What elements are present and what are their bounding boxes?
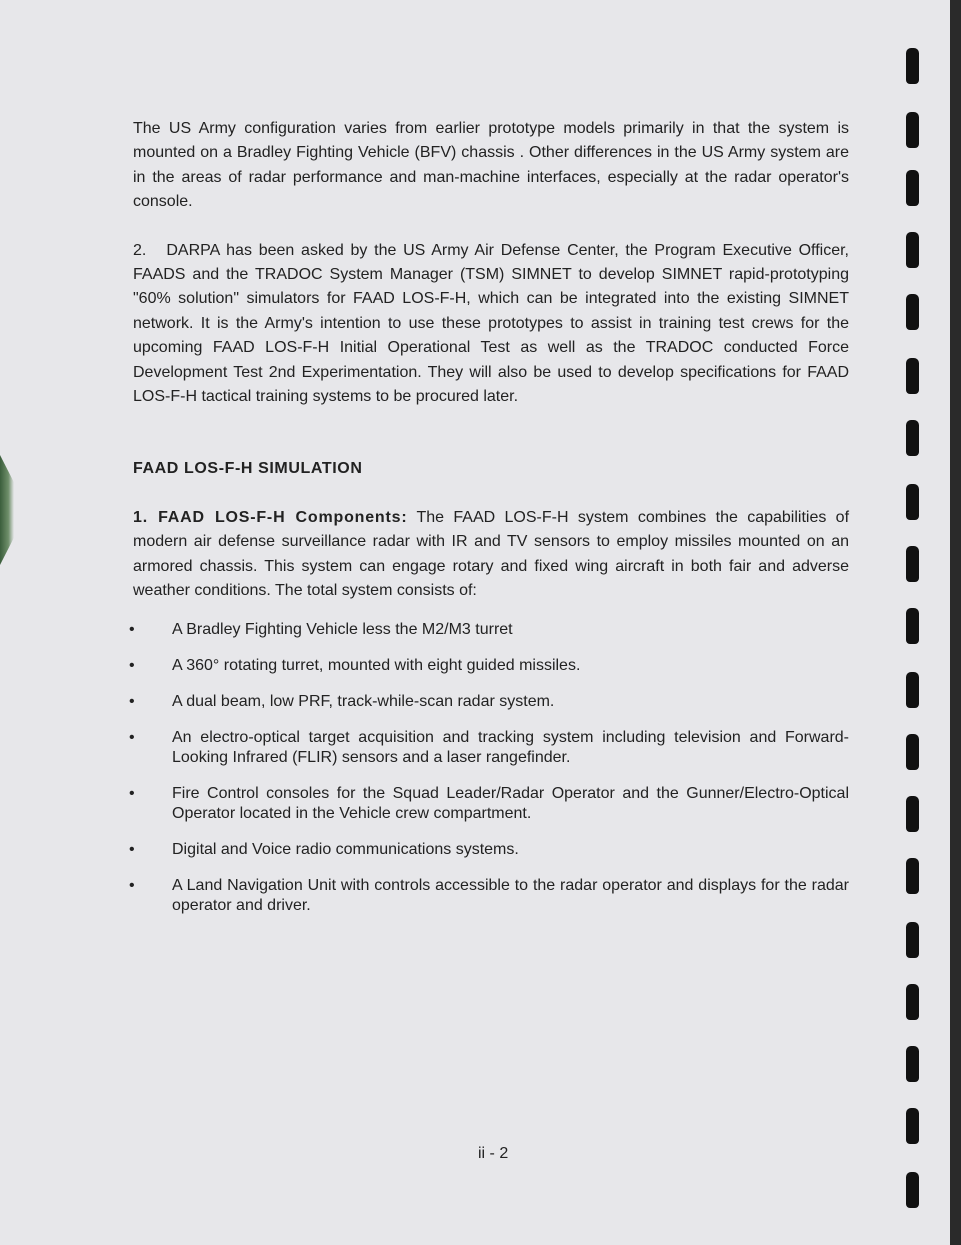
section-heading: FAAD LOS-F-H SIMULATION <box>133 460 363 478</box>
paragraph-2 <box>133 239 849 410</box>
bullet-icon: • <box>129 656 135 674</box>
list-item-text: A 360° rotating turret, mounted with eight guided missiles. <box>172 656 581 674</box>
binder-hole <box>906 1172 919 1208</box>
list-item-text: A dual beam, low PRF, track-while-scan radar system. <box>172 692 555 710</box>
list-item-text: An electro-optical target acquisition and tracking system including television and Forward-Looking Infrared (FLIR) sensors and a laser rangefinder. <box>172 728 849 766</box>
binder-hole <box>906 734 919 770</box>
binder-hole <box>906 1108 919 1144</box>
bullet-icon: • <box>129 840 135 858</box>
paragraph-2-text: DARPA has been asked by the US Army Air Defense Center, the Program Executive Officer, FAADS and the TRADOC System Manager (TSM) SIMNET to develop SIMNET rapid-prototyping "60% solution" simulators for FAAD LOS-F-H, which can be integrated into the existing SIMNET network. It is the Army's intention to use these prototypes to assist in training test crews for the upcoming FAAD LOS-F-H Initial Operational Test as well as the TRADOC conducted Force Development Test 2nd Experimentation. They will also be used to develop specifications for FAAD LOS-F-H tactical training systems to be procured later. <box>133 241 849 406</box>
binder-hole <box>906 170 919 206</box>
bullet-icon: • <box>129 784 135 802</box>
document-body <box>129 117 850 932</box>
list-item <box>129 876 849 916</box>
binder-hole <box>906 294 919 330</box>
binder-hole <box>906 232 919 268</box>
list-item <box>129 656 849 676</box>
binder-hole <box>906 796 919 832</box>
bullet-icon: • <box>129 728 135 746</box>
binder-hole <box>906 484 919 520</box>
binder-hole <box>906 672 919 708</box>
binder-holes <box>898 0 928 1245</box>
binder-hole <box>906 922 919 958</box>
list-item <box>129 840 849 860</box>
binder-hole <box>906 420 919 456</box>
list-item-text: Fire Control consoles for the Squad Leader/Radar Operator and the Gunner/Electro-Optical Operator located in the Vehicle crew compartment. <box>172 784 849 822</box>
bullet-icon: • <box>129 692 135 710</box>
bullet-icon: • <box>129 876 135 894</box>
list-item <box>129 620 849 640</box>
binder-hole <box>906 858 919 894</box>
binder-hole <box>906 112 919 148</box>
binder-hole <box>906 608 919 644</box>
components-intro: The FAAD LOS-F-H system combines the capabilities of modern air defense surveillance radar with IR and TV sensors to employ missiles mounted on an armored chassis. This system can engage rotary and fixed wing aircraft in both fair and adverse weather conditions. The total system consists of: <box>133 508 850 600</box>
bullet-icon: • <box>129 620 135 638</box>
paragraph-2-number: 2. <box>133 241 147 259</box>
binder-hole <box>906 358 919 394</box>
list-item-text: Digital and Voice radio communications systems. <box>172 840 519 858</box>
components-paragraph <box>133 506 849 604</box>
binder-hole <box>906 984 919 1020</box>
list-item-text: A Bradley Fighting Vehicle less the M2/M3 turret <box>172 620 513 638</box>
list-item <box>129 692 849 712</box>
binder-strip <box>950 0 961 1245</box>
page-edge-mark <box>0 455 14 565</box>
binder-hole <box>906 546 919 582</box>
binder-hole <box>906 48 919 84</box>
components-label: 1. FAAD LOS-F-H Components: <box>133 508 408 526</box>
page-number: ii - 2 <box>478 1145 509 1162</box>
list-item <box>129 728 849 768</box>
paragraph-1: The US Army configuration varies from earlier prototype models primarily in that the system is mounted on a Bradley Fighting Vehicle (BFV) chassis . Other differences in the US Army system are in the areas of radar performance and man-machine interfaces, especially at the radar operator's console. <box>133 120 849 211</box>
component-list <box>129 620 849 916</box>
list-item-text: A Land Navigation Unit with controls accessible to the radar operator and displays for the radar operator and driver. <box>172 876 849 914</box>
binder-hole <box>906 1046 919 1082</box>
list-item <box>129 784 849 824</box>
